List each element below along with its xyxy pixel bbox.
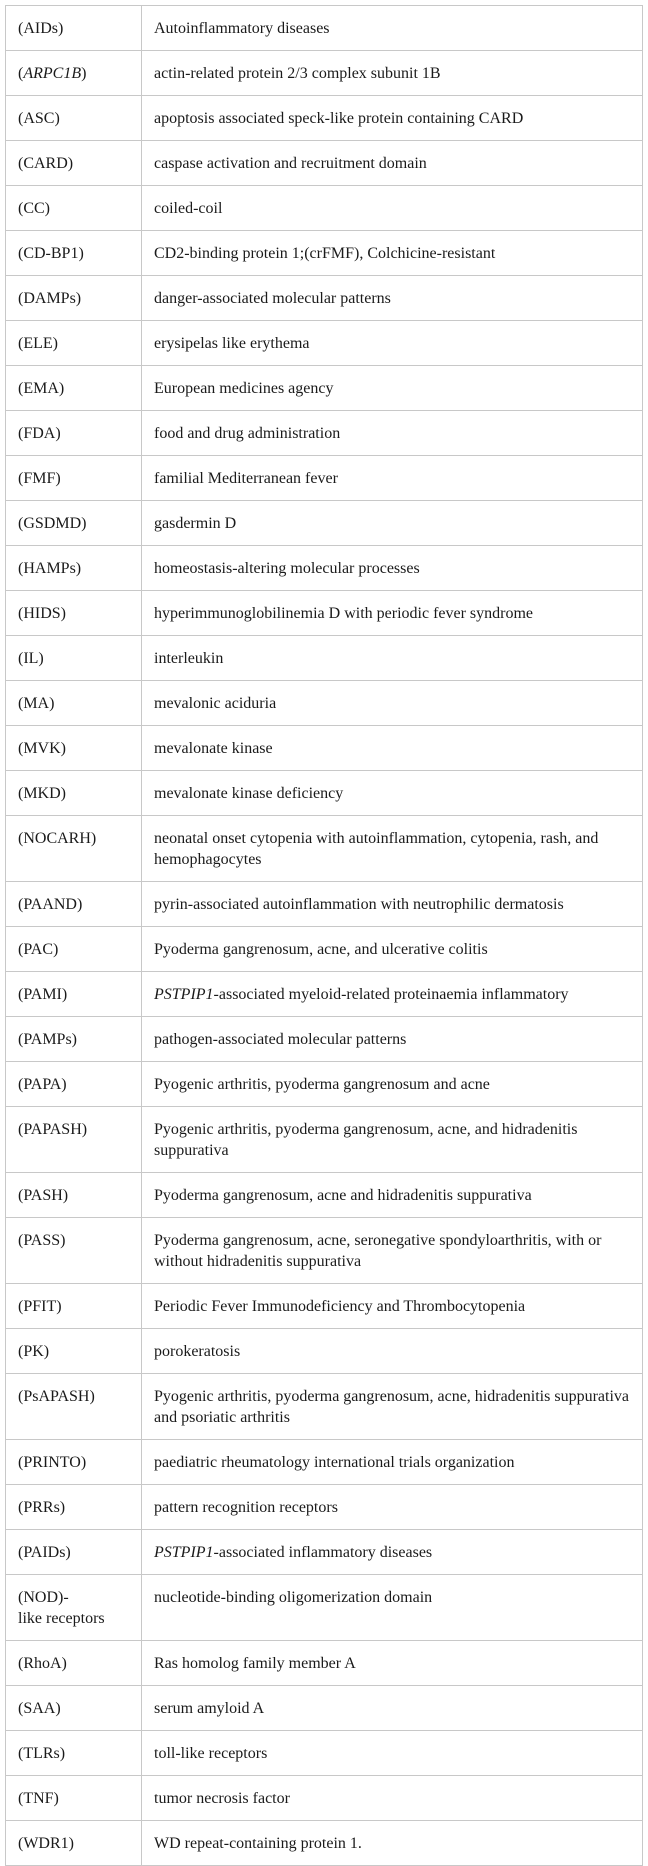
table-row bbox=[6, 546, 643, 591]
abbreviation-cell: (GSDMD) bbox=[6, 501, 142, 546]
abbreviation-cell: (MA) bbox=[6, 681, 142, 726]
abbreviation-cell: (IL) bbox=[6, 636, 142, 681]
definition-cell: homeostasis-altering molecular processes bbox=[142, 546, 643, 591]
abbreviation-cell: (TNF) bbox=[6, 1776, 142, 1821]
abbreviation-cell: (PAAND) bbox=[6, 882, 142, 927]
table-row bbox=[6, 681, 643, 726]
abbreviation-cell: (PAMI) bbox=[6, 972, 142, 1017]
definition-cell: pyrin-associated autoinflammation with neutrophilic dermatosis bbox=[142, 882, 643, 927]
table-row bbox=[6, 1284, 643, 1329]
table-row bbox=[6, 6, 643, 51]
definition-cell: erysipelas like erythema bbox=[142, 321, 643, 366]
definition-cell: mevalonate kinase bbox=[142, 726, 643, 771]
table-row bbox=[6, 501, 643, 546]
definition-cell: Periodic Fever Immunodeficiency and Thrombocytopenia bbox=[142, 1284, 643, 1329]
table-row bbox=[6, 1530, 643, 1575]
definition-cell: Pyogenic arthritis, pyoderma gangrenosum, acne, hidradenitis suppurativa and psoriatic arthritis bbox=[142, 1374, 643, 1440]
abbreviation-cell: (PRRs) bbox=[6, 1485, 142, 1530]
table-row bbox=[6, 411, 643, 456]
table-row bbox=[6, 1821, 643, 1866]
abbreviation-cell: (FMF) bbox=[6, 456, 142, 501]
table-row bbox=[6, 1731, 643, 1776]
abbreviation-cell: (PASH) bbox=[6, 1173, 142, 1218]
definition-rest: -associated inflammatory diseases bbox=[213, 1544, 433, 1561]
gene-name-italic: PSTPIP1 bbox=[154, 986, 214, 1003]
abbreviation-cell: (PAC) bbox=[6, 927, 142, 972]
table-row bbox=[6, 816, 643, 882]
abbreviation-cell: (FDA) bbox=[6, 411, 142, 456]
abbreviation-cell: (PAIDs) bbox=[6, 1530, 142, 1575]
definition-cell: nucleotide-binding oligomerization domain bbox=[142, 1575, 643, 1641]
definition-cell: Pyoderma gangrenosum, acne and hidradenitis suppurativa bbox=[142, 1173, 643, 1218]
abbreviation-cell: (DAMPs) bbox=[6, 276, 142, 321]
table-row bbox=[6, 321, 643, 366]
table-row bbox=[6, 771, 643, 816]
table-row bbox=[6, 276, 643, 321]
abbreviation-cell: (EMA) bbox=[6, 366, 142, 411]
definition-cell: tumor necrosis factor bbox=[142, 1776, 643, 1821]
table-row bbox=[6, 591, 643, 636]
abbreviation-cell: (SAA) bbox=[6, 1686, 142, 1731]
definition-cell: paediatric rheumatology international trials organization bbox=[142, 1440, 643, 1485]
abbreviation-cell bbox=[6, 51, 142, 96]
definition-cell bbox=[142, 972, 643, 1017]
definition-cell: CD2-binding protein 1;(crFMF), Colchicine-resistant bbox=[142, 231, 643, 276]
gene-name-italic: PSTPIP1 bbox=[154, 1544, 214, 1561]
definition-cell: Pyogenic arthritis, pyoderma gangrenosum, acne, and hidradenitis suppurativa bbox=[142, 1107, 643, 1173]
abbreviation-cell: (CC) bbox=[6, 186, 142, 231]
table-row bbox=[6, 231, 643, 276]
table-row bbox=[6, 1440, 643, 1485]
definition-cell: food and drug administration bbox=[142, 411, 643, 456]
table-row bbox=[6, 972, 643, 1017]
table-row bbox=[6, 1329, 643, 1374]
table-row bbox=[6, 1017, 643, 1062]
abbreviation-cell: (MKD) bbox=[6, 771, 142, 816]
definition-cell: pathogen-associated molecular patterns bbox=[142, 1017, 643, 1062]
definition-cell: Pyoderma gangrenosum, acne, seronegative spondyloarthritis, with or without hidradenitis suppurativa bbox=[142, 1218, 643, 1284]
definition-cell: Pyoderma gangrenosum, acne, and ulcerative colitis bbox=[142, 927, 643, 972]
table-row bbox=[6, 186, 643, 231]
definition-cell: Pyogenic arthritis, pyoderma gangrenosum and acne bbox=[142, 1062, 643, 1107]
definition-rest: -associated myeloid-related proteinaemia inflammatory bbox=[213, 986, 569, 1003]
abbreviation-suffix: ) bbox=[81, 65, 87, 82]
definition-cell: porokeratosis bbox=[142, 1329, 643, 1374]
table-row bbox=[6, 1374, 643, 1440]
abbreviation-cell: (ELE) bbox=[6, 321, 142, 366]
abbreviation-cell: (PAMPs) bbox=[6, 1017, 142, 1062]
abbreviation-cell: (PRINTO) bbox=[6, 1440, 142, 1485]
table-row bbox=[6, 1062, 643, 1107]
table-row bbox=[6, 366, 643, 411]
abbreviation-cell bbox=[6, 1575, 142, 1641]
abbreviation-cell: (CARD) bbox=[6, 141, 142, 186]
definition-cell: serum amyloid A bbox=[142, 1686, 643, 1731]
table-row bbox=[6, 1686, 643, 1731]
table-row bbox=[6, 1776, 643, 1821]
table-row bbox=[6, 1218, 643, 1284]
definition-cell: mevalonic aciduria bbox=[142, 681, 643, 726]
definition-cell: danger-associated molecular patterns bbox=[142, 276, 643, 321]
table-row bbox=[6, 141, 643, 186]
table-row bbox=[6, 726, 643, 771]
table-row bbox=[6, 1641, 643, 1686]
abbreviation-cell: (PAPA) bbox=[6, 1062, 142, 1107]
definition-cell: hyperimmunoglobilinemia D with periodic fever syndrome bbox=[142, 591, 643, 636]
table-row bbox=[6, 1107, 643, 1173]
definition-cell: interleukin bbox=[142, 636, 643, 681]
abbreviation-prefix: ( bbox=[18, 65, 24, 82]
table-row bbox=[6, 1575, 643, 1641]
abbreviation-cell: (PASS) bbox=[6, 1218, 142, 1284]
abbreviation-cell: (MVK) bbox=[6, 726, 142, 771]
definition-cell: toll-like receptors bbox=[142, 1731, 643, 1776]
abbreviation-cell: (PAPASH) bbox=[6, 1107, 142, 1173]
definition-cell: apoptosis associated speck-like protein containing CARD bbox=[142, 96, 643, 141]
table-row bbox=[6, 636, 643, 681]
abbreviation-cell: (RhoA) bbox=[6, 1641, 142, 1686]
abbreviation-cell: (HIDS) bbox=[6, 591, 142, 636]
definition-cell: WD repeat-containing protein 1. bbox=[142, 1821, 643, 1866]
table-row bbox=[6, 882, 643, 927]
definition-cell: Autoinflammatory diseases bbox=[142, 6, 643, 51]
definition-cell bbox=[142, 1530, 643, 1575]
definition-cell: familial Mediterranean fever bbox=[142, 456, 643, 501]
abbreviation-cell: (PsAPASH) bbox=[6, 1374, 142, 1440]
abbreviation-line: (NOD)- bbox=[18, 1589, 69, 1606]
abbreviation-cell: (HAMPs) bbox=[6, 546, 142, 591]
table-row bbox=[6, 1173, 643, 1218]
definition-cell: gasdermin D bbox=[142, 501, 643, 546]
definition-cell: European medicines agency bbox=[142, 366, 643, 411]
table-row bbox=[6, 51, 643, 96]
abbreviation-cell: (TLRs) bbox=[6, 1731, 142, 1776]
abbreviation-cell: (WDR1) bbox=[6, 1821, 142, 1866]
abbreviation-cell: (NOCARH) bbox=[6, 816, 142, 882]
table-row bbox=[6, 1485, 643, 1530]
abbreviation-cell: (CD-BP1) bbox=[6, 231, 142, 276]
abbreviations-table bbox=[5, 5, 643, 1866]
definition-cell: mevalonate kinase deficiency bbox=[142, 771, 643, 816]
abbreviation-cell: (PFIT) bbox=[6, 1284, 142, 1329]
definition-cell: actin-related protein 2/3 complex subunit 1B bbox=[142, 51, 643, 96]
table-row bbox=[6, 927, 643, 972]
abbreviation-cell: (AIDs) bbox=[6, 6, 142, 51]
definition-cell: coiled-coil bbox=[142, 186, 643, 231]
definition-cell: pattern recognition receptors bbox=[142, 1485, 643, 1530]
abbreviation-cell: (ASC) bbox=[6, 96, 142, 141]
definition-cell: caspase activation and recruitment domain bbox=[142, 141, 643, 186]
definition-cell: neonatal onset cytopenia with autoinflammation, cytopenia, rash, and hemophagocytes bbox=[142, 816, 643, 882]
abbreviation-italic: ARPC1B bbox=[23, 65, 82, 82]
table-row bbox=[6, 96, 643, 141]
abbreviation-line: like receptors bbox=[18, 1610, 105, 1627]
table-row bbox=[6, 456, 643, 501]
definition-cell: Ras homolog family member A bbox=[142, 1641, 643, 1686]
abbreviation-cell: (PK) bbox=[6, 1329, 142, 1374]
